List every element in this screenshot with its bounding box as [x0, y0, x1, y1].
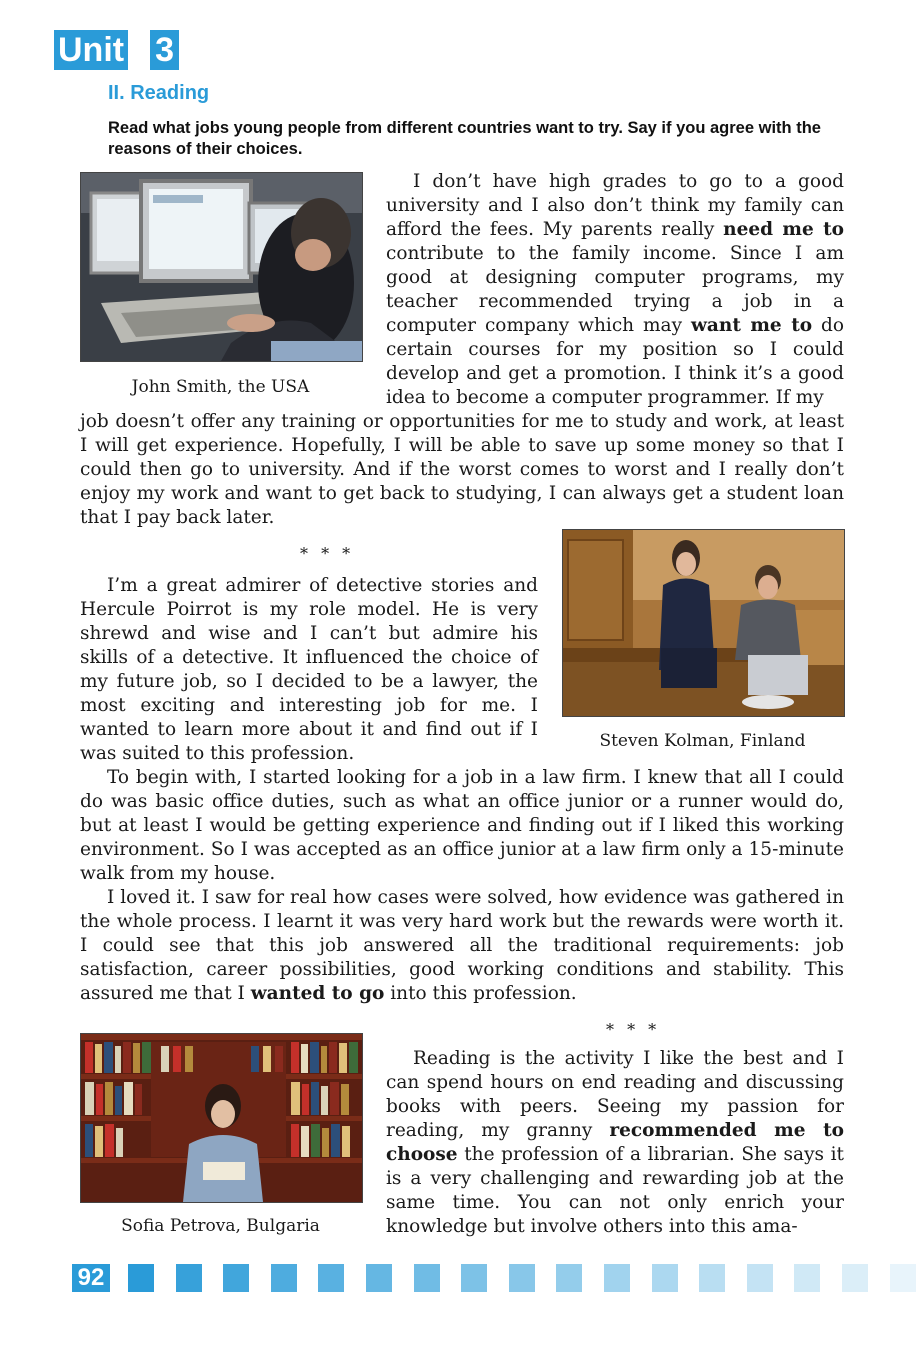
footer-square: [461, 1264, 487, 1292]
story2-paragraph-3: [80, 886, 844, 1006]
bold-phrase-recommended-me-to-choose: recommended me to choose: [386, 1120, 844, 1165]
separator-stars: * * *: [300, 544, 355, 563]
caption-sofia-petrova: Sofia Petrova, Bulgaria: [121, 1216, 320, 1236]
footer-square: [842, 1264, 868, 1292]
bold-phrase-wanted-to-go: wanted to go: [250, 983, 385, 1004]
story1-full-text: job doesn’t offer any training or opportunities for me to study and work, at least I will get experience. Hopefully, I will be able to save up some money so that I could then go to university. And if the worst comes to worst and I really don’t enjoy my work and want to get back to studying, I can always get a student loan that I pay back later.: [80, 411, 844, 528]
photo-computer-programmer: [80, 172, 363, 362]
story2-paragraph-2: To begin with, I started looking for a job in a law firm. I knew that all I could do was basic office duties, such as what an office junior or a runner would do, but at least I would be getting experience and finding out if I liked this working environment. So I was accepted as an office junior at a law firm only a 15-minute walk from my house.: [80, 767, 844, 884]
footer-square: [128, 1264, 154, 1292]
separator-stars: * * *: [606, 1020, 661, 1039]
footer-square: [747, 1264, 773, 1292]
footer-square: [699, 1264, 725, 1292]
text-run: the profession of a librarian. She says it is a very challenging and rewarding job at the same time. You can not only enrich your knowledge but involve others into this ama-: [386, 1144, 844, 1237]
footer-square: [176, 1264, 202, 1292]
footer-square: [509, 1264, 535, 1292]
footer-square: [652, 1264, 678, 1292]
instructions: Read what jobs young people from different countries want to try. Say if you agree with the reasons of their choices.: [108, 119, 821, 158]
footer-square: [271, 1264, 297, 1292]
text-run: contribute to the family income. Since I am good at designing computer programs, my teacher recommended trying a job in a computer company which may: [386, 243, 844, 336]
footer-square: [556, 1264, 582, 1292]
page-number: 92: [72, 1264, 110, 1292]
photo-library: [80, 1033, 363, 1203]
footer-square: [604, 1264, 630, 1292]
photo-courtroom: [562, 529, 845, 717]
text-run: I don’t have high grades to go to a good university and I also don’t think my family can afford the fees. My parents really: [386, 171, 844, 240]
footer-square: [366, 1264, 392, 1292]
unit-number: 3: [150, 30, 179, 70]
bold-phrase-need-me-to: need me to: [723, 219, 844, 240]
footer-square: [414, 1264, 440, 1292]
unit-header: [54, 30, 179, 70]
footer-square: [890, 1264, 916, 1292]
story3-wrap-text: [386, 1047, 844, 1239]
text-run: I loved it. I saw for real how cases were solved, how evidence was gathered in the whole process. I learnt it was very hard work but the rewards were worth it. I could see that this job answered all the traditional requirements: job satisfaction, career possibilities, good working conditions and stability. This assured me that I: [80, 887, 844, 1004]
caption-john-smith: John Smith, the USA: [131, 377, 310, 397]
text-run: do certain courses for my position so I could develop and get a promotion. I think it’s a good idea to become a computer programmer. If my: [386, 315, 844, 408]
footer-square: [318, 1264, 344, 1292]
text-run: Reading is the activity I like the best and I can spend hours on end reading and discussing books with peers. Seeing my passion for reading, my granny: [386, 1048, 844, 1141]
section-title: II. Reading: [108, 82, 210, 104]
unit-label: Unit: [54, 30, 128, 70]
footer-square: [794, 1264, 820, 1292]
bold-phrase-want-me-to: want me to: [690, 315, 813, 336]
story2-wrap-text: I’m a great admirer of detective stories and Hercule Poirrot is my role model. He is very shrewd and wise and I can’t but admire his skills of a detective. It influenced the choice of my future job, so I decided to be a lawyer, the most exciting and interesting job for me. I wanted to learn more about it and find out if I was suited to this profession.: [80, 575, 538, 764]
footer-bar: [72, 1264, 902, 1292]
text-run: into this profession.: [384, 983, 577, 1004]
footer-square: [223, 1264, 249, 1292]
story1-wrap-text: [386, 170, 844, 410]
caption-steven-kolman: Steven Kolman, Finland: [599, 731, 806, 751]
